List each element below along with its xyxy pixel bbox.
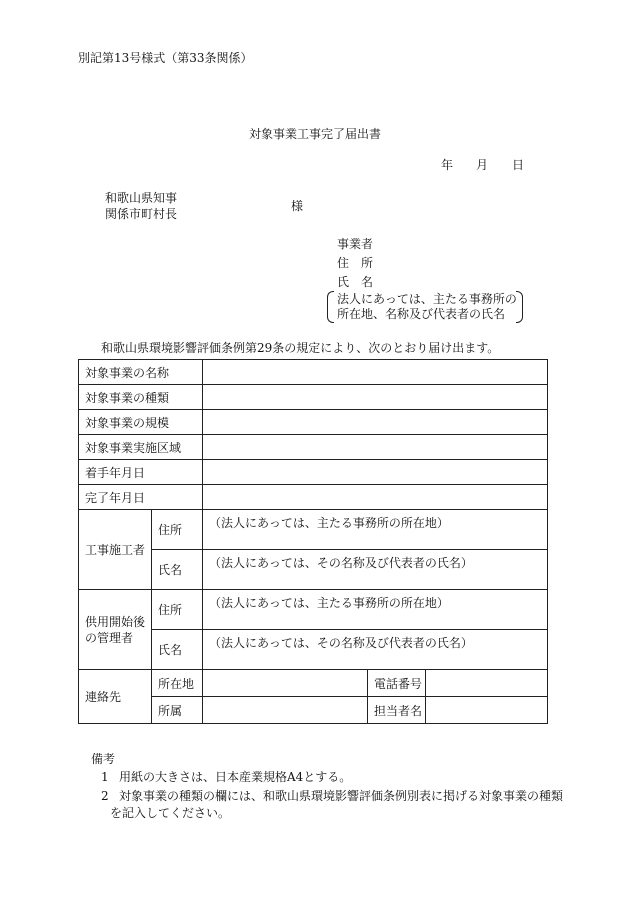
completion-date-field[interactable] <box>203 485 548 510</box>
manager-name-field[interactable] <box>203 630 548 670</box>
applicant-label: 事業者 <box>337 237 374 251</box>
row-label-project-type: 対象事業の種類 <box>79 385 203 410</box>
contractor-name-label: 氏名 <box>152 550 203 590</box>
row-label-project-area: 対象事業実施区域 <box>79 435 203 460</box>
row-label-completion-date: 完了年月日 <box>79 485 203 510</box>
contractor-name-field[interactable] <box>203 550 548 590</box>
project-type-field[interactable] <box>203 385 548 410</box>
addressee-mayors: 関係市町村長 <box>105 207 178 221</box>
row-label-project-scale: 対象事業の規模 <box>79 410 203 435</box>
form-reference: 別記第13号様式（第33条関係） <box>78 51 253 65</box>
date-month-label: 月 <box>476 158 489 172</box>
contact-label: 連絡先 <box>79 670 152 724</box>
remark-1-text: 用紙の大きさは、日本産業規格A4とする。 <box>119 770 352 784</box>
applicant-address-label: 住 所 <box>337 256 374 270</box>
document-title: 対象事業工事完了届出書 <box>248 127 381 141</box>
project-name-field[interactable] <box>203 360 548 385</box>
start-date-field[interactable] <box>203 460 548 485</box>
project-scale-field[interactable] <box>203 410 548 435</box>
remark-2-number: 2 <box>101 789 109 803</box>
contractor-address-field[interactable] <box>203 510 548 550</box>
project-area-field[interactable] <box>203 435 548 460</box>
contact-dept-field[interactable] <box>203 697 368 724</box>
addressee-honorific: 様 <box>291 199 304 213</box>
remark-1-number: 1 <box>101 770 109 784</box>
manager-address-label: 住所 <box>152 590 203 630</box>
table-row <box>79 485 548 510</box>
date-day-label: 日 <box>512 158 525 172</box>
table-row <box>79 360 548 385</box>
contractor-address-label: 住所 <box>152 510 203 550</box>
contact-dept-label: 所属 <box>152 697 203 724</box>
contractor-name-note: （法人にあっては、その名称及び代表者の氏名） <box>209 556 473 570</box>
manager-label-line2: の管理者 <box>85 630 134 645</box>
contact-location-field[interactable] <box>203 670 368 697</box>
table-row <box>79 410 548 435</box>
table-row <box>79 385 548 410</box>
applicant-name-label: 氏 名 <box>337 275 374 289</box>
remarks-title: 備考 <box>91 752 116 766</box>
applicant-note-line2: 所在地、名称及び代表者の氏名 <box>337 307 506 321</box>
remark-2-text: 対象事業の種類の欄には、和歌山県環境影響評価条例別表に掲げる対象事業の種類 <box>119 789 564 803</box>
table-row <box>79 670 548 697</box>
table-row <box>79 510 548 550</box>
contact-location-label: 所在地 <box>152 670 203 697</box>
remark-2-text-continued: を記入してください。 <box>110 806 231 820</box>
contact-person-label: 担当者名 <box>368 697 426 724</box>
contact-phone-label: 電話番号 <box>368 670 426 697</box>
date-year-label: 年 <box>441 158 454 172</box>
row-label-project-name: 対象事業の名称 <box>79 360 203 385</box>
manager-address-field[interactable] <box>203 590 548 630</box>
manager-label <box>79 590 152 670</box>
intro-text: 和歌山県環境影響評価条例第29条の規定により、次のとおり届け出ます。 <box>101 341 500 355</box>
contractor-label: 工事施工者 <box>79 510 152 590</box>
table-row <box>79 435 548 460</box>
addressee-governor: 和歌山県知事 <box>105 191 178 205</box>
manager-name-note: （法人にあっては、その名称及び代表者の氏名） <box>209 636 473 650</box>
table-row <box>79 590 548 630</box>
table-row <box>79 460 548 485</box>
notification-form-table <box>78 359 548 724</box>
applicant-note-line1: 法人にあっては、主たる事務所の <box>337 292 517 306</box>
contact-person-field[interactable] <box>426 697 548 724</box>
contractor-address-note: （法人にあっては、主たる事務所の所在地） <box>209 516 449 530</box>
manager-name-label: 氏名 <box>152 630 203 670</box>
contact-phone-field[interactable] <box>426 670 548 697</box>
manager-label-line1: 供用開始後 <box>85 614 146 629</box>
row-label-start-date: 着手年月日 <box>79 460 203 485</box>
manager-address-note: （法人にあっては、主たる事務所の所在地） <box>209 596 449 610</box>
